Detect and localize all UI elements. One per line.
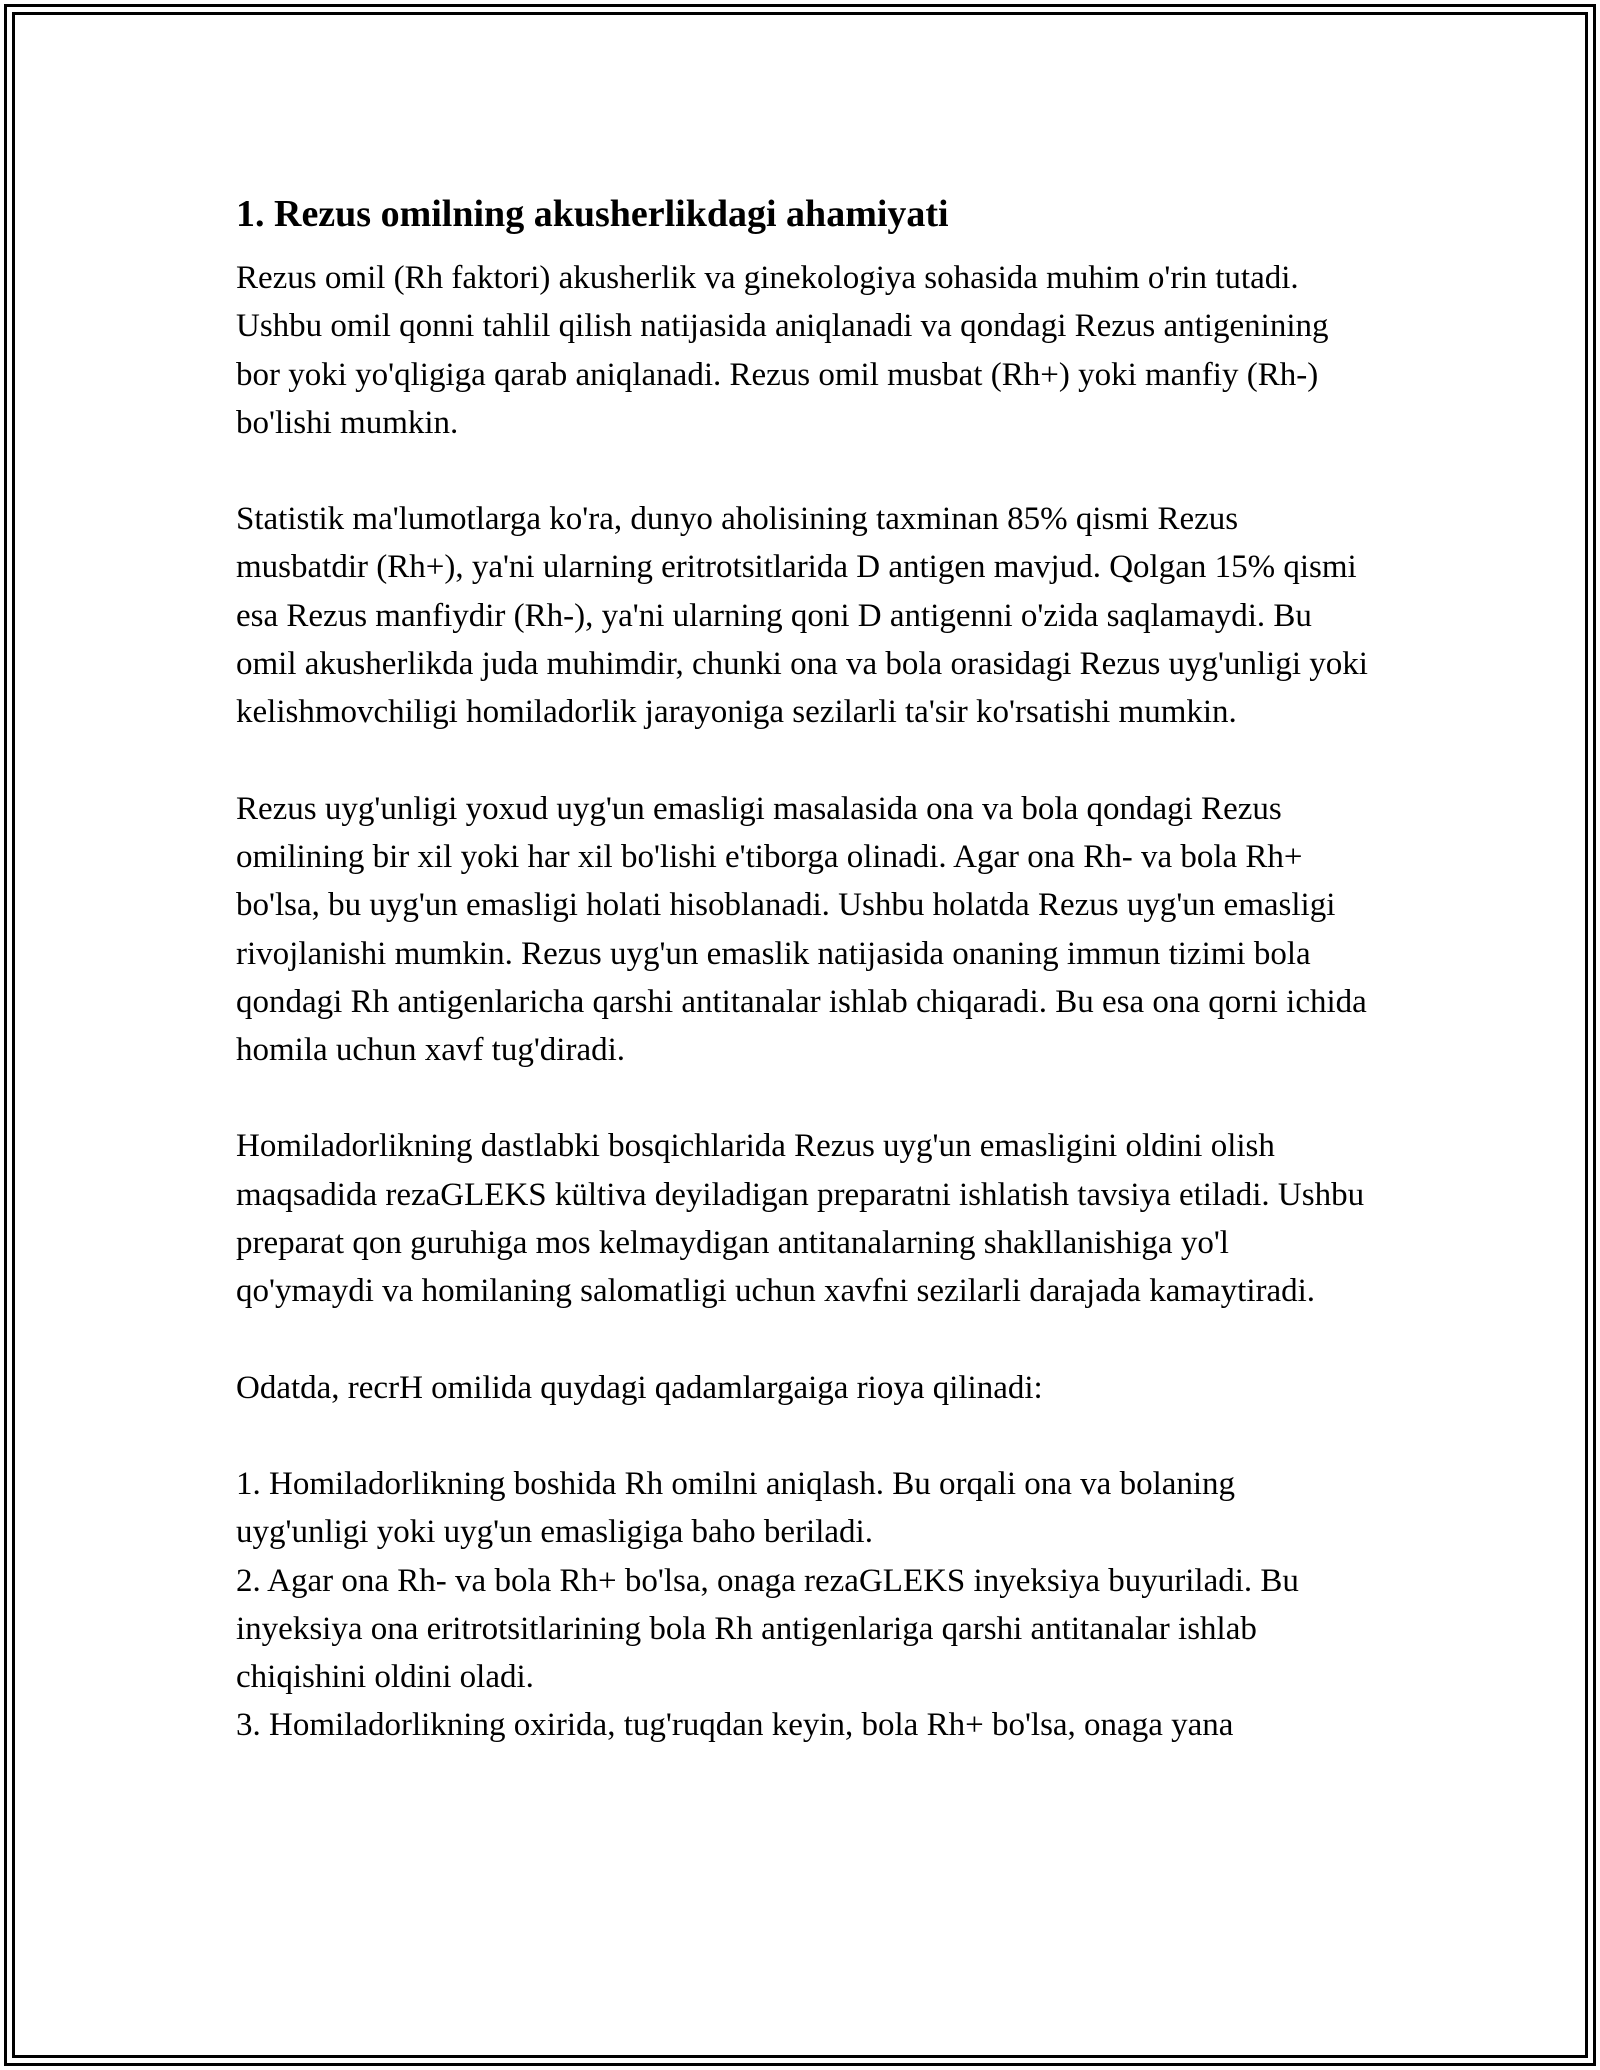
document-body xyxy=(236,188,1370,1750)
list-item: 1. Homiladorlikning boshida Rh omilni aniqlash. Bu orqali ona va bolaning uyg'unligi yoki uyg'un emasligiga baho beriladi. xyxy=(236,1465,1236,1551)
paragraph-compatibility: Rezus uyg'unligi yoxud uyg'un emasligi masalasida ona va bola qondagi Rezus omilining bir xil yoki har xil bo'lishi e'tiborga olinadi. Agar ona Rh- va bola Rh+ bo'lsa, bu uyg'un emasligi holati hisoblanadi. Ushbu holatda Rezus uyg'un emasligi rivojlanishi mumkin. Rezus uyg'un emaslik natijasida onaning immun tizimi bola qondagi Rh antigenlaricha qarshi antitanalar ishlab chiqaradi. Bu esa ona qorni ichida homila uchun xavf tug'diradi. xyxy=(236,790,1367,1069)
list-item: 3. Homiladorlikning oxirida, tug'ruqdan keyin, bola Rh+ bo'lsa, onaga yana xyxy=(236,1707,1234,1744)
steps-list xyxy=(236,1460,1370,1750)
paragraph-prevention: Homiladorlikning dastlabki bosqichlarida Rezus uyg'un emasligini oldini olish maqsadida rezaGLEKS kültiva deyiladigan preparatni ishlatish tavsiya etiladi. Ushbu preparat qon guruhiga mos kelmaydigan antitanalarning shakllanishiga yo'l qo'ymaydi va homilaning salomatligi uchun xavfni sezilarli darajada kamaytiradi. xyxy=(236,1128,1365,1310)
section-heading: 1. Rezus omilning akusherlikdagi ahamiyati xyxy=(236,193,949,235)
paragraph-steps-intro: Odatda, recrH omilida quydagi qadamlargaiga rioya qilinadi: xyxy=(236,1369,1043,1406)
paragraph-statistics: Statistik ma'lumotlarga ko'ra, dunyo aholisining taxminan 85% qismi Rezus musbatdir (Rh+), ya'ni ularning eritrotsitlarida D antigen mavjud. Qolgan 15% qismi esa Rezus manfiydir (Rh-), ya'ni ularning qoni D antigenni o'zida saqlamaydi. Bu omil akusherlikda juda muhimdir, chunki ona va bola orasidagi Rezus uyg'unligi yoki kelishmovchiligi homiladorlik jarayoniga sezilarli ta'sir ko'rsatishi mumkin. xyxy=(236,501,1368,731)
list-item: 2. Agar ona Rh- va bola Rh+ bo'lsa, onaga rezaGLEKS inyeksiya buyuriladi. Bu inyeksiya ona eritrotsitlarining bola Rh antigenlariga qarshi antitanalar ishlab chiqishini oldini oladi. xyxy=(236,1562,1299,1696)
paragraph-rh-intro: Rezus omil (Rh faktori) akusherlik va ginekologiya sohasida muhim o'rin tutadi. Ushbu omil qonni tahlil qilish natijasida aniqlanadi va qondagi Rezus antigenining bor yoki yo'qligiga qarab aniqlanadi. Rezus omil musbat (Rh+) yoki manfiy (Rh-) bo'lishi mumkin. xyxy=(236,260,1329,441)
